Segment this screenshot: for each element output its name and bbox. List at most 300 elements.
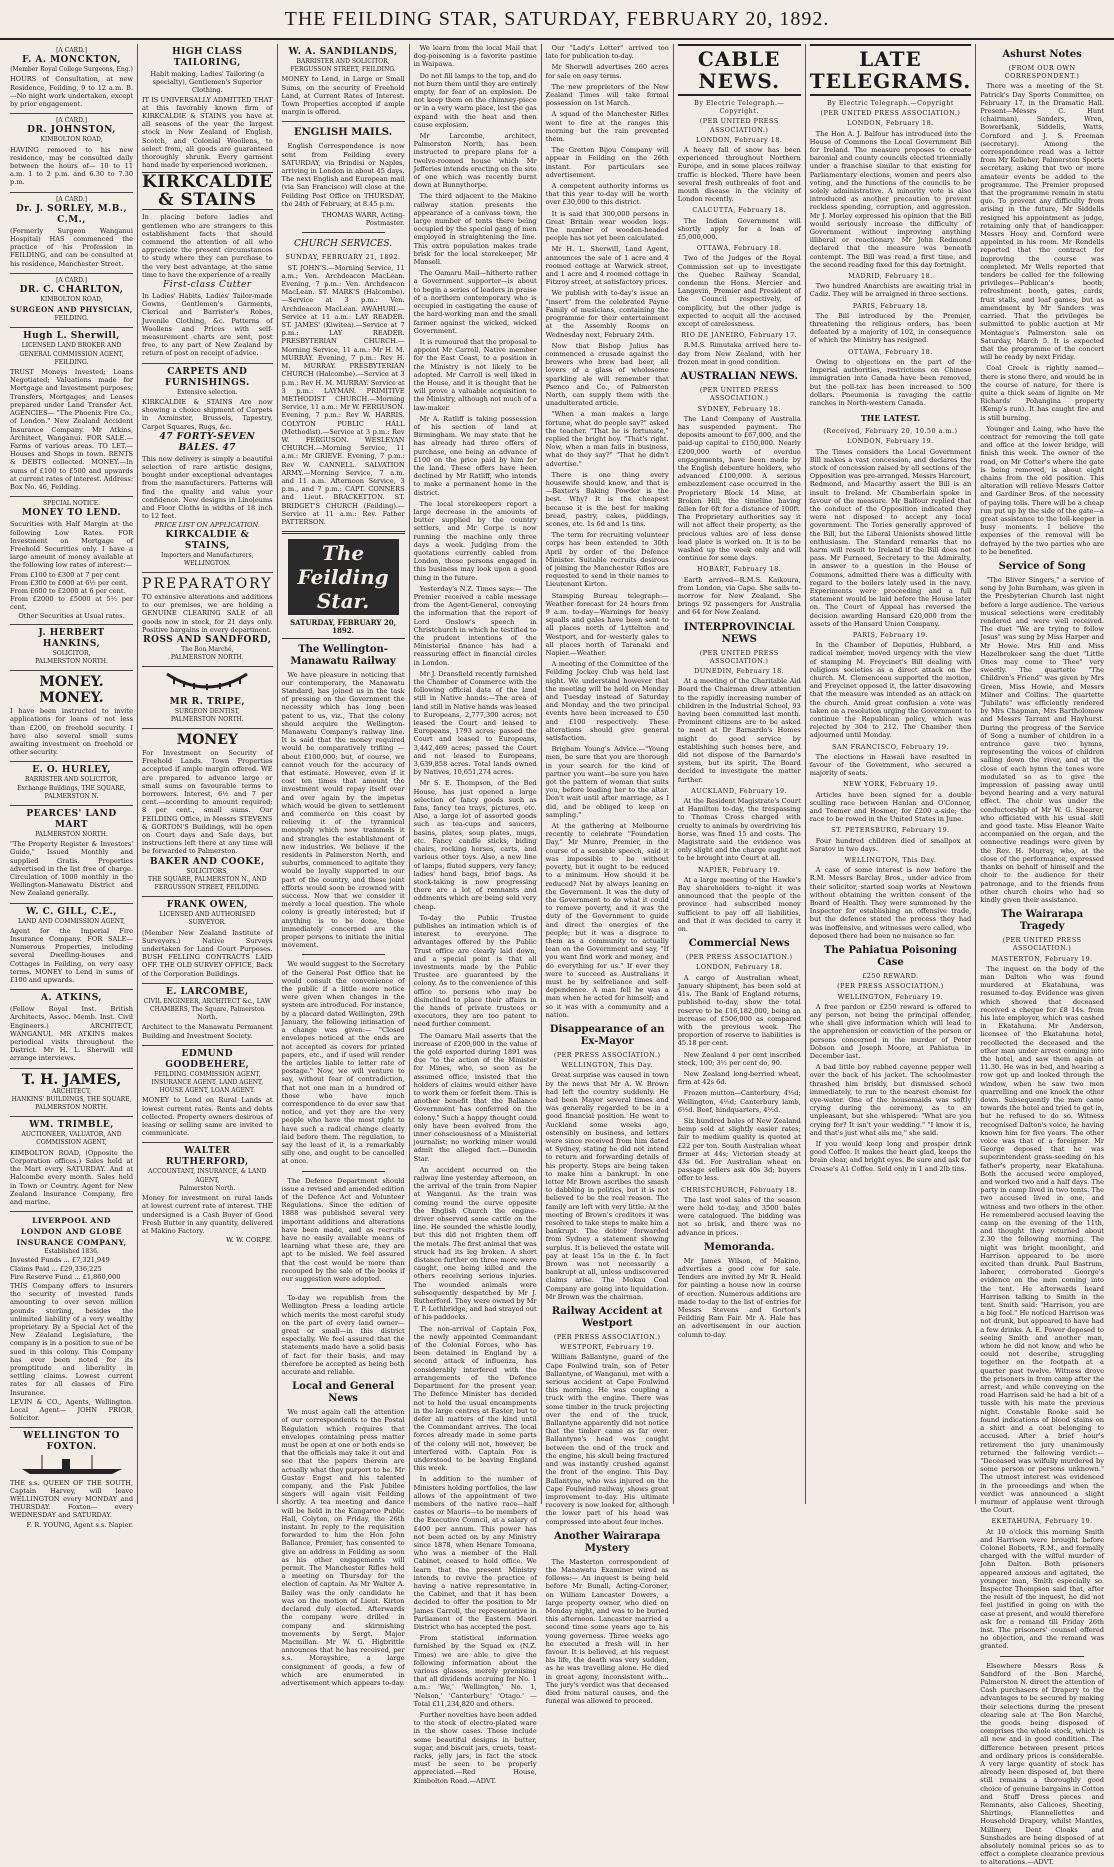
article-late-telegrams [810,119,971,940]
article-pahiatua [810,1003,971,1173]
ad-firm: BAKER AND COOKE, [149,856,265,867]
article-body: A cargo of Australian wheat, January shipment, has been sold at 41s. The Bank of England returns, published to-day, show the total reserve to be £16,182,000, being an increase of £506,000 as compared with the previous week. The proportion of reserve to liabilities is 45.18 per cent. [677,973,801,1048]
paragraph: "When a man makes a large fortune, what do people say?" asked the teacher. "That he is fortunate," replied the bright boy. "That's right. Now, when a man fails in business, what do they say?" "That he didn't advertise." [545,410,669,468]
fund-0: Invested Funds ... £7,321,949 [10,1256,110,1265]
ad-head: HIGH CLASS TAILORING, [172,47,243,68]
ad-monckton [10,44,133,114]
section-heading: Local and General News [292,1381,394,1405]
agency-line: (PER UNITED PRESS ASSOCIATION.) [699,648,779,665]
ad-james [10,1069,133,1118]
ad-sandilands [282,44,405,122]
ad-body: THE s.s. QUEEN OF THE SOUTH, Captain Harvey, will leave WELLINGTON every MONDAY and THURSDAY. Foxton— every WEDNESDAY and SATURDAY. [10,1478,134,1520]
kirkcaldie-banner: KIRKCALDIE & STAINS [142,172,273,211]
paragraph: Mr Sherwill advertises 260 acres for sale on easy terms. [545,63,669,80]
paragraph: A squad of the Manchester Rifles went to fire at the ranges this morning but the rain prevented them. [545,110,669,144]
ad-sub: The Bon Marché, [181,645,234,653]
ad-money-money [10,671,133,762]
ad-body: MONEY to Lend, in Large or Small Sums, on the security of Freehold Land, at Current Rates of Interest. Town Properties accepted if ample margin is offered. [281,75,405,117]
ad-body-4: In Ladies' Habits, Ladies' Tailor-made Gowns, Gentlemen's Garments, Clerical and Barrister's Robes, Juvenile Clothing, &c. Patterns of Woollens and Prices with self-measurement charts are sent, post free, to any part of New Zealand by return of post on receipt of advice. [142,292,273,358]
ad-tag: [A CARD.] [56,276,87,284]
dateline: PARIS, February 19. [852,630,929,639]
ad-body: For Investment on Security of Freehold Lands. Town Properties accepted if ample margin offered. WE are prepared to advance large or small sums on favourable terms to borrowers. Interest, 6½ and 7 per cent.—according to amount required; 8 per cent., small sums. Our FEILDING Office, in Messrs STEVENS & GORTON'S Buildings, will be open on Court days and Sale days, but instructions left there at any time will be forwarded to Palmerston. [142,748,273,856]
section-heading: Railway Accident at Westport [551,1306,663,1330]
paragraph: In addition to the number of Ministers holding portfolios, the law allows of the appointment of two members of the native race—half castes or Maoris—to be members of the Executive Council, at a salary of £400 per annum. This power has not been acted on by any Ministry since 1878, when Henare Tomoana, who was a member of the Hall Cabinet, ceased to hold office. We learn that the present Ministry intends to revive the practice of having a native representative in the Cabinet, and that it has been decided to offer the position to Mr James Carroll, the representative in Parliament of the Eastern Maori District who has accepted the post. [413,1475,537,1631]
article-body: A bad little boy rubbed cayenne pepper well over the back of his jacket. The schoolmaster thrashed him briskly, but dismissed school immediately, to run to the nearest chemist for eye-water. One of the housemaids was softly crying during the ceremony, as to an unpleasant, but she whispered: "What are you crying for? It isn't your wedding." "I know it is, and that's just what ails me," she said. [809,1063,972,1137]
dateline: LONDON, February 18. [847,119,934,128]
dateline: HOBART, February 18. [697,565,782,574]
ad-name: LIVERPOOL AND LONDON AND GLOBE INSURANCE COMPANY, [16,1216,127,1248]
article-body: ST. JOHN'S.—Morning Service, 11 a.m.; Ven. Archdeacon MacLean. Evening, 7 p.m.: Ven. Archdeacon MacLean. ST. MARK'S (Halcombe).—Service at 3 p.m.: Ven. Archdeacon MacLean. AWAHURI.—Service at 11 a.m.: LAY READER. ST. JAMES' (Kiwitea).—Service at 7 p.m.: LAY READER. PRESBYTERIAN CHURCH.—Morning Service, 11 a.m.: Mr H. M. MURRAY. Evening, 7 p.m.: Rev H. M. MURRAY. PRESBYTERIAN CHURCH (Halcombe).—Service at 3 p.m.: Rev H. M. MURRAY. Service at 3 p.m.: LAYMAN. PRIMITIVE METHODIST CHURCH.—Morning Service, 11 a.m.: Mr W. FERGUSON. Evening, 7 p.m.: Rev W. HARRIS. COLYTON PUBLIC HALL (Methodist).—Service at 3 p.m.: Rev W. FERGUSON. WESLEYAN CHURCH.—Morning Service, 11 a.m.: Mr GRIEVE. Evening, 7 p.m.: Rev W. CANNELL. SALVATION ARMY.—Morning Service, 7 a.m. and 11 a.m. Afternoon Service, 3 p.m., and 7 p.m.: CAPT. CONNERS and Lieut. BRACKETTON. ST. BRIDGET'S CHURCH (Feilding).—Service at 11 a.m.: Rev. Father PATTERSON. [281,263,405,526]
section-heading: CHURCH SERVICES. [294,239,393,250]
paragraph: The third adjacent to the Makino railway station presents the appearance of a canvass town, the large number of tents there being occupied by the special gang of men employed in straightening the line. This extra population makes trade brisk for the local storekeeper, Mr Mansell. [413,192,537,267]
agency-line: (PER UNITED PRESS ASSOCIATION.) [1002,936,1082,953]
ad-name: WM. TRIMBLE, [29,1120,114,1131]
ad-town: PALMERSTON NORTH. [35,657,108,665]
ad-body: KIRKCALDIE & STAINS Are now showing a choice shipment of Carpets in Axminster, Brussels, Tapestry, Carpet Squares, Rugs, &c. [142,397,273,431]
paragraph: To-day the Public Trustee publishes an intimation which is of interest to everyone. The advantages offered by the Public Trust office are clearly laid down, and a special point is that all investments made by the Public Trustee are guaranteed by the colony. As to the convenience of this office to persons who may be disinclined to place their affairs in the hands of private trustees or executors, they are too patent to need further comment. [413,913,537,1029]
article-body: The Land Company of Australia has suspended payment. The deposits amount to £67,000, and the paid-up capital to £150,000. Nearly £200,000 worth of overdue engagements, have been made by the English debenture holders, who advanced £100,000. A serious embezzlement case occurred in the Proprietary Block 14 Mine, at Broken Hill, the timeline having fallen for 6ft for a distance of 100ft. The Proprietary authorities say it will not affect their property, as the precious values are of less dense load place is worked on. It is to be washed up the week only and will continue for some days. [677,414,801,563]
section-heading: Disappearance of an Ex-Mayor [549,1023,665,1047]
ad-body: Money for investment on rural lands at lowest current rate of interest. THE undersigned is a Cash Buyer of Good Fresh Butter in any quantity, delivered at Makino Factory. [142,1194,273,1235]
article-body: "The Bliver Singers," a service of song by John Burnham, was given in the Presbyterian Church last night before a large audience. The various musical selections were creditably rendered and were well received. The duet "We are trying to follow Jesus" was sung by Miss Harper and Mr Howe. Mrs Hill and Miss Hazelbrokeer sang the duet "Little Ones may come to Thee" very sweetly. The quartette "The Children's Friend" was given by Mrs Green, Miss Howie, and Messrs Milner and Collins. The quartette "Jubilate" was efficiently rendered by Mrs Chapman, Mrs Bartholomew and Messrs Tarrant and Hayhurst. During the progress of the Service of Song a number of children in a entrance gave two hymns, representing the voices of children sailing down the river, and at the close of each hymn the tones were modulated so as to give the impression of passing away until beyond hearing and a very natural effect. The choir was under the conductorship of Mr W. G. Shearer, who officiated with his usual skill and good taste. Miss Eleanor Waite accompanied on the organ, and the connective readings were given by the Rev. H. Murray, who, at the close of the performance, expressed thanks on behalf of himself and the choir to the audience for their patronage, and to the friends from other church choirs who had so kindly given their assistance. [980,575,1104,904]
paragraph: The Oamaru Mail—hitherto rather a Government supporter—is about to begin a series of leaders in praise of a northern contemporary who is occupied in castigating the cause of the hard-working man and the small farmer against the wicked, wicked Government. [413,269,537,335]
ad-sherwill [10,328,133,497]
article-editorial [282,671,405,1377]
agency-line: (FROM OUR OWN CORRESPONDENT.) [1004,64,1080,81]
ad-body: Habit making, Ladies' Tailoring (a specialty), Gentlemen's Superior Clothing. [150,70,265,95]
ad-tripe [142,667,273,729]
article-body: We must again call the attention of our correspondents to the Postal Regulation which requires that envelopes containing press matter must be open at one or both ends so that the officials may take it out and see that the papers therein are actually what they purport to be. Mr Gustav Engst and his talented company, and the Fisk Jubilee singers will again visit Feilding shortly. A tea meeting and dance will be held in the Kangaroo Public Hall, Colyton, on Friday, the 26th instant. In reply to the requisition forwarded to him the Hon John Ballance, Premier, has consented to give an address in Feilding as soon as his other engagements will permit. The Manchester Rifles held a meeting on Thursday for the election of captain. As Mr Walter A. Bailey was the only candidate he was on the motion of Lieut. Kirton declared duly elected. Afterwards the company were drilled in company and skirmishing movements by Sergt. Major Macmillan. Mr W. G. Higbrittle announces that he has received, per s.s. Morayshire, a large consignment of goods, a few of which are enumerated in advertisement which appears to-day. [281,1408,405,1687]
ad-price: PRICE LIST ON APPLICATION. [154,521,260,530]
ad-bales: 47 FORTY-SEVEN BALES. 47 [159,431,256,453]
dental-plate-icon [162,670,252,694]
ad-name: MR R. TRIPE, [169,696,246,707]
ad-name: FRANK OWEN, [166,900,248,911]
agency-line: (PER UNITED PRESS ASSOCIATION.) [699,386,779,403]
ad-name: E. O. HURLEY, [32,765,111,776]
ad-name: F. A. MONCKTON, [22,55,121,66]
ad-role: SURGEON DENTIST, [174,707,240,715]
ad-body: THIS Company offers to insurers the security of invested funds amounting to over seven million pounds sterling, besides the unlimited liability of a very wealthy proprietary. By a Special Act of the New Zealand Legislature, the company is in a position to sue or be sued in this colony. This Company has ever been noted for its promptitude and liberality in settling claims. Lowest current rates for all classes of Fire Insurance. [10,1281,134,1397]
ad-name: Hugh L. Sherwill, [23,331,120,342]
paragraph: Mr J. Dransfield recently furnished the Chamber of Commerce with the following official data of the land still in Native hands:—The area of land still in Native hands was leased to Europeans, 2,777,300 acres; not leased the Court and leased to Europeans, 1793 acres; passed the Court and leased to Europeans, 3,442,469 acres; passed the Court and not leased to Europeans, 3,639,858 acres. Total lands owned by Natives, 10,651,274 acres. [413,669,537,777]
article-body: A free pardon or £250 reward is offered to any person, not being the principal offender, who shall give information which will lead to the apprehension or conviction of the person or persons concerned in the murder of Peter Dobson and Joseph Moore, at Pahiatua in December last. [809,1002,972,1060]
agency-line: (PER PRESS ASSOCIATION.) [553,1050,661,1059]
late-telegrams-heading: LATE TELEGRAMS. [810,44,971,96]
paragraph: It is rumoured that the proposal to appoint Mr Carroll, Native member for the East Coast, to a position in the Ministry is not likely to be adopted. Mr Carroll is well liked in the House, and it is thought that he will prove a valuable acquisition to the Ministry, although not much of a law-maker. [413,337,537,412]
article-memoranda [678,1257,801,1339]
article-body: Six hundred bales of New Zealand hemp sold at slightly easier rates; fair to medium quality is quoted at £22 per ton. South Australian wheat firmer at 44s; Victorian steady at 43s 6d. For Australian wheat on passage sellers ask 40s 3d; buyers offer to less. [677,1116,801,1183]
dateline: WELLINGTON, February 19. [837,992,944,1001]
ad-body-2: This new delivery is simply a beautiful selection of rare artistic designs, bought under exceptional advantages from the manufacturers. Patterns will find the quality and value your confidence. New designs in Linoleums and Floor Cloths in widths of 18 inch to 12 feet. [142,454,273,521]
paragraph: A meeting of the Committee of the Feilding Jockey Club was held last night. We understand however that the meeting will be held on Monday and Tuesday instead of Saturday and Monday, and the two principal events have been increased to £50 and £100 respectively. These alterations should give general satisfaction. [545,660,669,743]
ad-carpets [142,364,273,573]
column-3 [278,44,410,1687]
paragraph: The Gretton Bijou Company will appear in Feilding on the 26th instant. For particulars see advertisement. [545,146,669,179]
column-6 [674,44,806,1504]
article-body: At the Resident Magistrate's Court at Hamilton to-day, the trespassing to Thomas Cross charged with cruelty to animals by overdriving his horse, was fined 15 and costs. The Magistrate said the evidence was only slight and the charge ought not to be brought into Court at all. [677,797,801,863]
paragraph: At the gathering at Melbourne recently to celebrate "Foundation Day," Mr Munro, Premier, in the course of a sensible speech, said it was impossible to be without poverty, but it ought to be reduced to a minimum. How should it be reduced? Not by always leaning on the Government. It was the duty of the Government to do what it could to remove poverty, and it was the duty of the Government to guide and direct the energies of the people; but it was a disgrace to them as a community to actually lean on the Government and say, "If you want find work and money, and do everything for us." If ever they were to succeed as Australians it must be by selfreliance and self-dependence. A man fell he was a man when he acted for himself; and so it was with a community and a nation. [545,822,669,1019]
article-interprovincial [678,667,801,933]
rate-0: From £100 to £300 at 7 per cent [10,570,120,579]
ad-sub: KIMBOLTON ROAD, [40,296,103,304]
article-body: The Times considers the Local Government Bill makes a vast concession, and declares the stock of concession raised by all sections of the Opposition was pre-arranged. Messrs Harcourt, Redmond, and Macarthy assert the Bill is an insult to Ireland. Mr Chamberlain spoke in favour of the measure. Mr Balfour replied that the conduct of the Opposition indicated they were not disposed to accept any local government. The Tories generally approved of the Bill, but the Liberal Unionists showed little enthusiasm. The Standard remarks that no harm will result to Ireland if the Bill does not pass. Mr Furnoed, Secretary to the Admiralty, in answer to a question in the House of Commons, admitted there was a difficulty with regard to the boilers lately used in the navy. Experiments were proceeding and a full statement would be laid before the House later on. The Court of Appeal has reversed the decision awarding Hansard £20,000 from the assets of the Hansard Union Company. [809,447,972,628]
ad-role: LAND AND COMMISSION AGENT, [17,917,126,925]
dateline: SUNDAY, FEBRUARY 21, 1892. [285,253,401,262]
column-5 [542,44,674,1706]
ad-body: Agent for the Imperial Fire Insurance Company. FOR SALE—Numerous Properties, including several Dwelling-houses and Cottages in Feilding, on very easy terms. MONEY to Lend in sums of £100 and upwards. [10,926,134,985]
ad-firm: ROSS AND SANDFORD, [143,634,272,645]
article-body: Two of the Judges of the Royal Commission set up to investigate the Quebec Railway Scandal, condemn the Hons. Mercier and Langevin, Premier and President of the Council respectively, of complicity, but the other judge is expected to acquit all the accused except of carelessness. [677,254,801,329]
ad-pearces [10,806,133,904]
article-body-4: To-day we republish from the Wellington Press a leading article which merits the most careful study on the part of every land owner—great or small—in this district especially. We feel assured that the statements made have a solid basis of fact for their basis, and may therefore be accepted as being both accurate and reliable. [281,1294,405,1377]
ad-foxton [10,1428,133,1532]
ad-tailoring [142,44,273,364]
ad-name: Dr. J. SORLEY, M.B., C.M., [15,203,128,225]
article-body: A heavy fall of snow has been experienced throughout Northern Europe, and in some places railway traffic is blocked. There have been several fresh outbreaks of foot and mouth disease in the vicinity of London recently. [677,146,801,204]
ad-johnston [10,114,133,192]
dateline: MADRID, February 18. [848,272,933,281]
ad-body: TRUST Moneys Invested; Loans Negotiated; Valuations made for Mortgage and Investment purposes; Transfers, Mortgages, and Leases prepared under Land Transfer Act. AGENCIES— "The Phoenix Fire Co., of London." New Zealand Accident Insurance Company. Mr Atkins, Architect, Wanganui. FOR SALE.—Farms of various areas. TO LET.—Houses and Shops in town. RENTS & DEBTS collected. MONEY.—In sums of £100 to £500 and upwards at current rates of interest. Address: Box No. 46, Feilding. [10,368,134,491]
article-signature: THOMAS WARR, Acting-Postmaster. [321,211,405,228]
rate-2: From £600 to £2000 at 6 per cent. [10,586,126,595]
dateline: DUNEDIN, February 18. [694,666,785,675]
ad-sub: FERGUSSON STREET, FEILDING. [290,66,396,74]
dateline: NEW YORK, February 19. [843,780,938,789]
article-body: The Hon A. J. Balfour has introduced into the House of Commons the Local Government Bill for Ireland. The measure proposes to create baronial and county councils elected triennially under a franchise similar to that existing for Parliamentary elections, women and peers also voting, and the functions of the councils to be solely administrative. A minority vote is also introduced as another precaution to prevent reckless spending, corruption, and aggression. Mr J. Morley expressed his opinion that the Bill would seriously increase the difficulty of Government without improving anything illiberal or reactionary. Mr John Redmond declared that the measure was beneath contempt. The Bill was read a first time, and the second reading fixed for this day fortnight. [809,129,972,269]
divider [1000,1656,1084,1657]
article-body-2: We would suggest to the Secretary of the General Post Office that he would consult the convenience of the public if a little more notice were given when changes in the system are introduced. For instance, by a placard dated Wellington, 29th January, the following intimation of a change was given:— "Closed envelopes noticed at the ends are not accepted as covers for printed papers, etc., and if used will render the articles liable to letter rate of postage." Now, we will venture to say, without fear of contradiction, that not one man in a hundred of those who have much correspondence to do ever saw that notice, and yet they are the very people who have the most right to have such a radical change clearly laid before them. The regulation, to say the least of it, is a remarkably silly one, and ought to be cancelled at once. [281,960,405,1166]
newspaper-logo: The Feilding Star. [288,539,399,615]
article-body: Articles have been signed for a double sculling race between Hanlan and O'Connor, and Teemer and Hosmer, for £200 a-side; the race to be rowed in the United States in June. [809,790,972,824]
ad-larcombe [142,984,273,1046]
article-body: Great surprise was caused in town by the news that Mr A. W. Brown had left the country suddenly. He had been Mayor several times and was generally regarded to be in a good financial position. He went to Auckland some weeks ago, ostensibly on business, and letters were since received from him dated at Sydney, stating he did not intend to return and forwarding details of his property. Steps are being taken to make him a bankrupt. In one letter Mr Brown ascribes the smash to dabbling in politics, but it is not believed to be the real reason. The family are left with very little. At the meeting of Brown's creditors it was resolved to take steps to make him a bankrupt. The debtor forwarded from Sydney a statement showing surplus. It is believed the estate will pay at least 15s in the £. In fact Brown was not necessarily a bankrupt at all, unless undiscovered claims arise. The Mokau Coal Company are going into liquidation. Mr Brown was the chairman. [545,1071,669,1301]
dateline: OTTAWA, February 18. [848,347,933,356]
cable-news-heading: CABLE NEWS. [678,44,801,96]
section-heading: Commercial News [688,938,790,950]
dateline: RIO DE JANEIRO, February 17. [681,331,798,340]
article-body: R.M.S. Rimutaka arrived here to-day from New Zealand, with her frozen meat in good condition. [677,341,801,366]
article-body: Elsewhere Messrs Ross & Sandford of the Bon Marché, Palmerston N. direct the attention of Cash purchasers of Drapery to the advantages to be secured by making their selections during the present clearing sale at The Bon Marché, the goods being disposed of comprises the whole stock, which is all new and in good condition. The difference between present prices and ordinary prices is considerable. A very large quantity of stock has already been disposed of, but there still remains a thoroughly good choice of genuine bargains in Cotton and Stuff Dress pieces and Remnants, also Calicoes, Sheeting, Shirtings, Flannellettes and Household Drapery, whilst Mantles, Millinery, Dent Cloaks and Sunshades are being disposed of at absolutely nominal prices so as to effect a complete clearance previous to alterations.—ADVT. [980,1661,1104,1867]
ad-gill [10,904,133,991]
ad-role: ACCOUNTANT, INSURANCE, & LAND AGENT, [148,1168,267,1184]
article-body: Mr James Wilson, of Makino, advertises a good cow for sale. Tenders are invited by Mr R. Heald for painting a house now in course of erection. Numerous additions are made to-day to the list of entries for Messrs Stevens and Gorton's Feilding Ram Fair. Mr A. Hale has an advertisement in our auction column to-day. [677,1256,801,1339]
article-local-cont-2 [546,44,669,1019]
dateline: LONDON, February 18. [695,135,783,144]
article-body: There was a meeting of the St. Patrick's Day Sports Committee, on February 17, in the Dramatic Hall. Present—Messrs C. Hunt (chairman), Sanders, Wren, Bowerbank, Siddells, Watts, Cornford and J. S. Freeman (secretary). Among the correspondence read was a letter from Mr Kelleher, Palmerston Sports secretary, asking that two or more amateur events be added to the programme. The Premier proposed that the programme remain in statu quo. To prevent any difficulty from arising in the future, Mr Siddells resigned his appointment as judge, retaining only that of handicapper. Messrs Hoey and Cornford were appointed in his room. Mr Rendells reported that the contract for improving the course was completed. Mr Wells reported that tenders be called for the following privileges—Publican's booth, refreshment booth, gates, cards, fruit stalls, and loaf games, but as amendment by Mr Sanders was carried. That the privileges be submitted to public auction at Mr Montague's Palmerston sale on Saturday, March 5. It is expected that the programme of the concert will be ready by next Friday. [980,82,1104,362]
byline: By Electric Telegraph.—Copyright [826,99,954,107]
ad-role: SOLICITOR, [52,649,91,657]
dateline: ST. PETERSBURG, February 19. [831,826,950,835]
agency-line: (PER UNITED PRESS ASSOCIATION.) [820,109,961,118]
article-body: We have pleasure in noticing that our contemporary, the Manawatu Standard, has joined us in the task of pressing on the Government the necessity which has long been patent to us, viz., That the colony should acquire the Wellington-Manawatu Company's railway line. It is said that the money required would be comparatively trifling —about £100,000; but, of course, we cannot vouch for the accuracy of that estimate. However, even if it cost ten times that amount the investment would repay itself over and over again by the impetus which would be given to settlement and commerce on this coast by relieving it of the tyrannical monopoly which now trammels it and strangles the establishment of new industries. We believe if the residents in Palmerston North, and suburbs, commenced to agitate they would be loyally supported in our part of the country, and these joint efforts would soon be crowned with success. Now that we consider it merely a local question. The whole colony is greatly interested; but if anything is to be done, those immediately concerned are the proper persons to initiate the initial movement. [281,670,405,950]
paragraph: Brigham Young's Advice.—"Young men, be sure that you are thorough in your search for the kind of partner you want—be sure you have got the pattern of woman that suits you, before leading her to the altar. Don't wait until after marriage, as I did, and be obliged to keep on sampling." [545,745,669,819]
dateline: WELLINGTON, This Day. [844,856,937,865]
paragraph: We publish with to-day's issue an "insert" from the celebrated Payne Family of musicians, containing the programme for their entertainment at the Assembly Rooms on Wednesday next, February 24th. [545,289,669,339]
section-heading: Another Wairarapa Mystery [554,1530,661,1554]
article-body: At a meeting of the Charitable Aid Board the Chairman drew attention to the rapidly increasing number of children in the Industrial School, 93 having been committed last month. Prominent citizens are to be asked to meet at Dr Barnardo's Homes might do good service by establishing such homes here, and did not dispose of the Barnardo's system, but its spirit. The Board decided to investigate the matter further. [677,677,801,784]
article-body: Earth arrived—R.M.S. Kaikoura, from London, via Cape. She sails to-morrow for New Zealand. She brings 92 passengers for Australia and 64 for New Zealand. [677,575,801,617]
article-body: Younger and Laing, who have the contract for removing the toll gate and office at the lower bridge, will finish this week. The owner of the road, on Mr Cotter's where the gate is being removed, is about eight chains from the old position. This alteration will relieve Messrs Cotter and Gardiner Bros. of the necessity of paying tolls. There will be a cheap run put up by the side of the gate—a great assistance to the toll-keeper in busy moments. I believe the expenses of the removal will be defrayed by the two parties who are to be benefited. [980,424,1104,556]
ad-hankins [10,625,133,671]
column-1 [6,44,138,1529]
article-body: Owing to objections on the part of the Imperial authorities, restrictions on Chinese immigration into Canada have been removed, but the poll-tax has been increased to 500 dollars. Pneumonia is ravaging the cattle ranches in North-western Canada. [809,357,972,407]
page-columns [6,44,1108,1867]
ad-body: HANKINS' BUILDINGS, THE SQUARE, PALMERSTON NORTH. [11,1095,132,1112]
ad-role: AUCTIONEER, VALUATOR, AND COMMISSION AGENT, [21,1131,122,1147]
ad-agent: LEVIN & CO., Agents, Wellington. Local Agent— JOHN PRIOR, Solicitor. [10,1397,134,1423]
reward-line: £250 REWARD. [862,972,919,981]
paragraph: Do not fill lamps to the top, and do not burn them until they are entirely empty, for fear of an explosion. Do not keep them on the chimney-piece or in a very warm place, lest the gas expand with the heat and then cause explosion. [413,71,537,129]
dateline: CHRISTCHURCH, February 18. [680,1185,798,1194]
ad-name: DR. C. CHARLTON, [19,285,124,296]
ad-body-3: In placing before ladies and gentlemen who are strangers to this establishment facts that should commend the attention of all who appreciate the present circumstances to study where they can purchase to the very best advantage, at the same time to have the experience of a really [142,213,273,279]
article-body: Four hundred children died of smallpox at Saratov in two days. [809,836,972,853]
column-8 [976,44,1108,1867]
paragraph: An accident occurred on the railway line yesterday afternoon, on the arrival of the train from Napier at Wanganui. As the train was coming round the curve opposite the English Church the engine-driver observed some cattle on the line. He sounded the whistle loudly, but this did not frighten them off the metals. The first animal that was struck had its leg broken. A short distance further on three more were caught, one being killed and the others receiving serious injuries. The wounded animals were subsequently despatched by Mr J. Rutherford. They were owned by Mr T. P. Lethbridge, and had strayed out of his paddocks. [413,1165,537,1322]
dateline: SYDNEY, February 18. [697,404,781,413]
ad-role: SURGEON AND PHYSICIAN, [10,305,133,315]
ad-sorley [10,193,133,274]
article-ex-mayor [546,1071,669,1301]
agency-line: (PER PRESS ASSOCIATION.) [553,1333,661,1342]
dateline: NAPIER, February 19. [698,865,781,874]
rate-3: From £2000 to £5000 at 5½ per cent. [10,595,134,612]
article-service-of-song [980,576,1104,904]
article-body: At 10 o'clock this morning Smith and Harrison were brought before Colonel Roberts, R.M., and formally charged with the wilful murder of John Dalton. Both prisoners appeared anxious and agitated, the younger man, Smith especially so. Inspector Thompson said that, after the result of the inquest, he did not feel justified in going on with the case at present, and would therefore ask for a remand till Friday 26th inst. The prisoners' counsel offered no objection, and the remand was granted. [980,1527,1104,1651]
ad-body: HOURS of Consultation, at new Residence, Feilding, 9 to 12 a.m. B.—No night work undertaken, except by prior engagement. [10,75,134,109]
ad-body: I have been instructed to invite applications for loans of not less than £200, on freehold security. I have also several small sums awaiting investment on freehold or other security. [10,707,134,757]
dateline: LONDON, February 18. [695,963,783,972]
ad-trimble [10,1117,133,1212]
price-line: New Zealand long-berried wheat, firm at 42s 6d. [677,1069,801,1087]
masthead-title: THE FEILDING STAR, SATURDAY, FEBRUARY 20, 1892. [284,7,830,30]
section-heading: Ashurst Notes [1002,49,1082,60]
ad-body: (Formerly Surgeon Wanganui Hospital) HAS commenced the practice of his Profession in FEILDING, and can be consulted at his residence, Manchester Street. [10,226,134,268]
paragraph: There is one thing every housewife should know, and that is—Baxter's Baking Powder is the best. Why? It is the cheapest because it is the best for making bread, pastry, cakes, puddings, scones, etc. 1s 6d and 1s tins. [545,470,669,528]
divider [302,232,385,233]
article-body: The Masterton correspondent of the Manawatu Examiner wired as follows:— An inquest is being held before Mr Bunall, Acting-Coroner, on William Lancaster Dowers, a large property owner, who died on Monday night, and was to be buried this afternoon. Lancaster married a second time some years ago to his young governess. Three weeks ago he executed a fresh will in her favour. It is believed, at his request his life, the death was very sudden, as he was travelling alone. He died in great agony, inconsistent with... The jury's verdict was that deceased died from natural causes, and the funeral was allowed to proceed. [545,1557,669,1706]
ad-body: TO extensive alterations and additions to our premises, we are holding a GENUINE CLEARING SALE of all goods now in stock, for 21 days only. Positive bargains in every department. [142,592,273,634]
article-body: The last wool sales of the season were held to-day, and 3500 bales were catalogued. The bidding was not so brisk, and there was no advance in prices. [677,1195,801,1237]
dateline: CALCUTTA, February 18. [692,206,787,215]
ad-rutherford [142,1143,273,1248]
ad-title: MONEY. MONEY. [39,674,104,707]
article-wairarapa-tragedy [980,965,1104,1867]
ad-role: FEILDING. COMMISSION AGENT, INSURANCE AGENT, LAND AGENT, HOUSE AGENT, LOAN AGENT. [151,1070,264,1095]
article-ashurst [980,82,1104,556]
article-body: William Ballantyne, guard of the Cape Foulwind train, son of Peter Ballantyne, of Wanganui, met with a serious accident at Cape Foulwind this morning. He was coupling a truck with the engine. There was some timber in the truck projecting over the end of the truck, Ballantyne apparently did not notice that the timber came as far over. Ballantyne's head was caught between the end of the truck and the engine, his skull being fractured and was instantly crushed against the front of the engine. This Day. Ballantyne, who was injured on the Cape Foulwind railway, shows great improvement to-day. His ultimate recovery is now looked for, although the lower part of his head was compressed into about four inches. [545,1353,669,1526]
section-heading: The Pahiatua Poisoning Case [823,945,957,969]
section-heading: The Wairarapa Tragedy [1001,909,1084,933]
ad-atkins [10,990,133,1068]
ad-town: PALMERSTON NORTH. [35,831,108,838]
paragraph: Yesterday's N.Z. Times says:— The Premier received a cable message from the Agent-General, conveying the information that the report of Lord Onslow's speech in Christchurch in which he testified to the prudent intentions of the Ministerial finance has had a reassuring effect in financial circles in London. [413,584,537,667]
section-heading: ENGLISH MAILS. [294,127,393,139]
paragraph: Mr H. L. Sherwill, Land Agent, announces the sale of 1 acre and 4 roomed cottage at Warwick street, and 1 acre and 4 roomed cottage in Fitzroy street, at satisfactory prices. [545,245,669,287]
ad-name: J. HERBERT HANKINS, [38,627,105,649]
article-local-cont [414,44,537,1785]
ad-role: LICENSED LAND BROKER AND GENERAL COMMISSION AGENT, FEILDING. [19,342,124,366]
ad-town: Palmerston North. [179,1184,236,1192]
paragraph: The new proprietors of the New Zealand Times will take formal possession on 1st March. [545,82,669,108]
ad-tag: [A CARD.] [56,195,87,203]
ad-head: CARPETS AND FURNISHINGS. [165,366,250,388]
article-body: Coal Creek is rightly named—there is stone there, and would be in the course of nature, for there is quite a thick seam of lignite on Mr Richards' Pohangina property (Kemp's run). It has caught fire and is still burning. [980,364,1104,422]
ad-head: SPECIAL NOTICE. [42,500,101,508]
rate-1: From £300 to £600 at 6½ per cent. [10,578,128,587]
ad-sub: Extensive selection. [176,388,238,396]
dateline: AUCKLAND, February 19. [691,786,788,795]
article-body: The Indian Government will shortly apply for a loan of £5,000,000. [677,216,801,242]
price-line: Frozen mutton—Canterbury, 4½d; Wellington, 4½d; Canterbury lamb, 6½d. Beef, hindquarters, 4½d. [677,1089,801,1114]
ad-body-2: IT IS UNIVERSALLY ADMITTED THAT at this favorably known firm of KIRKCALDIE & STAINS you have at all seasons of the year the largest stock in New Zealand of English, Scotch, and Colonial Woollens, to select from, all goods are guaranteed thoroughly shrunk. Every garment hand made by experienced workmen. [142,95,273,170]
ad-name: W. C. GILL, C.E., [26,906,117,917]
section-heading: Memoranda. [703,1241,775,1253]
ad-money-freehold [142,729,273,897]
ad-body: Architect to the Manawatu Permanent Building and Investment Society. [142,1023,273,1040]
ad-body: Securities with Half Margin at the following Low Rates. FOR Investment on Mortgage of Freehold Securities only. I have a large amount of money available at the following low rates of interest:— [10,520,134,570]
agency-line: (PER PRESS ASSOCIATION.) [685,953,793,962]
fund-2: Fire Reserve Fund ... £1,860,000 [10,1272,121,1281]
paragraph: The local storekeepers report a large decrease in the amounts of butter supplied by the country settlers, and Mr Corpe is now running the machine only three days a week. Judging from the quotations currently cabled from London, those persons engaged in this business may look upon a good thing in the future. [413,499,537,582]
paragraph: Mr Larcombe, architect, Palmerston North, has been instructed to prepare plans for a twelve-roomed house which Mr Jefferies intends erecting on the site of one which was recently burnt down at Bunnythorpe. [413,132,537,190]
article-body: The elections in Hawaii have resulted in favour of the Government, who secured a majority of seats. [809,752,972,778]
ad-hurley [10,762,133,806]
article-australian [678,405,801,617]
paragraph: Further novelties have been added to the stock of electro-plated ware in the show cases. These include some beautiful designs in butter, sugar, and biscuit jars, cruets, toast-racks, jelly jars, in fact the stock must be seen to be properly appreciated.—Red House, Kimbolton Road.—ADVT. [413,1711,537,1785]
paragraph: We learn from the local Mail that dog-poisoning is a favorite pastime in Waipawa. [413,44,537,69]
ad-tag: [A CARD.] [56,117,87,125]
section-heading: AUSTRALIAN NEWS. [680,371,799,383]
article-body: English Correspondence is now sent from Feilding every SATURDAY, via Brindisi or Naples, arriving in London in about 45 days. The next English and European mail (via San Francisco) will close at the Feilding Post Office on THURSDAY, the 24th of February, at 8.45 p.m. [281,142,405,208]
ad-role: CIVIL ENGINEER, ARCHITECT &c., LAW CHAMBERS, The Square, Palmerston North. [143,997,271,1022]
ad-name: DR. JOHNSTON, [27,125,116,136]
paragraph: The non-arrival of Captain Fox, the newly appointed Commandant of the Colonial Forces, who has been detained in England by a second attack of influenza, has considerably interfered with the arrangements of the Defence Department for the present year. The Defence Minister has decided not to hold the usual encampments in the large centres at Easter, but to defer all matters of the kind until the Commandant arrives. The local forces already made in some parts of the colony will not, however, be interfered with. Captain Fox is understood to be leaving England this week. [413,1324,537,1473]
ad-role: LICENSED AND AUTHORISED SURVEYOR. [159,911,256,927]
ad-subhead: First-class Cutter [162,280,252,291]
ad-title: WELLINGTON TO FOXTON. [23,1431,120,1453]
divider [302,954,385,955]
section-heading: Service of Song [998,560,1086,572]
ad-title: MONEY TO LEND. [21,508,122,519]
article-body: If you would keep long and prosper drink good Coffee. It makes the heart glad, keeps the brain clear, and bright eyes. Be sure and ask for Crease's A1 Coffee. Sold only in 1 and 2lb tins. [809,1139,972,1173]
steamship-icon [12,1453,132,1475]
byline: By Electric Telegraph.—Copyright. [694,99,785,116]
dateline: (Received, February 20, 10.50 a.m.) [823,427,958,436]
article-railway-accident [546,1353,669,1525]
ad-body: HAVING removed to his new residence, may be consulted daily between the hours of— 10 to 11 a.m. 1 to 2 p.m. and 6.30 to 7.30 p.m. [10,145,134,187]
ad-role: Importers and Manufacturers, WELLINGTON. [161,551,254,567]
dateline: WESTPORT, February 19. [560,1343,655,1352]
ad-firm: KIRKCALDIE & STAINS, [165,529,250,551]
ad-town: PALMERSTON NORTH. [170,654,244,662]
column-7 [806,44,976,1504]
fund-1: Claims Paid ... £29,336,225 [10,1264,102,1273]
divider [302,1288,385,1289]
article-body: In the Chamber of Deputies, Hubbard, a radical member, moved urgency with the view of stamping M. Freycinet's Bill dealing with religious societies as a direct attack on the church. M. Clemenceau supported the motion, and Freycinet opposed it, the latter disavowing that the measure was intended as an attack on the church. Amid great confusion a vote was taken on a resolution urging the Government to continue the Republican policy, which was rejected by 304 to 212. The Chamber then adjourned until Monday. [809,641,972,740]
ad-name: PEARCES' LAND MART [26,809,117,830]
ad-body: (Fellow Royal Inst. British Architects, Assoc. Memb. Inst. Civil Engineers.) ARCHITECT, WANGANUI. MR ATKINS makes periodical visits throughout the District. Mr H. L. Sherwill will arrange interviews. [10,1005,134,1063]
ad-liverpool [10,1212,133,1428]
article-body: The Bill introduced by the Premier, threatening the religious orders, has been defeated by a majority of 102, in consequence of which the Ministry has resigned. [809,311,972,345]
divider [302,1171,385,1172]
ad-sub: KIMBOLTON ROAD, [40,136,103,144]
ad-name: WALTER RUTHERFORD, [165,1146,249,1168]
article-local [282,1408,405,1687]
article-church [282,264,405,527]
ad-agent: F. R. YOUNG, Agent s.s. Napier. [26,1520,134,1529]
ad-sub: (Member Royal College Surgeons, Eng.) [10,66,133,74]
agency-line: (PER PRESS ASSOCIATION.) [837,982,944,991]
dateline: EKETAHUNA, February 19. [991,1517,1093,1526]
ad-name: E. LARCOMBE, [166,986,249,997]
ad-tag: [A CARD.] [56,47,87,54]
dateline: WELLINGTON, This Day. [561,1061,653,1070]
ad-body: MONEY to Lend on Rural Lands at lowest current rates. Rents and debts collected. Property owners desirous of leasing or selling same are invited to communicate. [142,1096,273,1138]
section-heading: INTERPROVINCIAL NEWS [683,621,795,645]
paragraph: The Oamaru Mail asserts that the increase of £200,000 in the value of the gold exported during 1891 was due "to the action of the Minister for Mines, who, so soon as he assumed office, insisted that the holders of claims would either have to work them or forfeit them. This is another benefit that the Ballance Government has conferred on the colony." Such a happy thought could only have been evolved from the inner consciousness of a Ministerial journalist; no working miner would admit the alleged fact.—Dunedin Star. [413,1031,537,1163]
ad-money-to-lend [10,497,133,625]
ad-preparatory [142,573,273,667]
issue-date: SATURDAY, FEBRUARY 20, 1892. [282,619,405,638]
ad-name: A. ATKINS, [41,993,103,1004]
ad-role: BARRISTER AND SOLICITOR, Exchange Buildings, THE SQUARE, PALMERSTON N. [17,776,126,800]
ad-role: SOLICITORS, [186,867,229,875]
paragraph: It is said that 300,000 persons in Great Britain wear wooden legs. The number of wooden-headed people has not yet been calculated. [545,209,669,243]
paragraph: The term for recruiting volunteer corps has been extended to 30th April by order of the Defence Minister. Suitable recruits desirous of joining the Manchester Rifles are requested to send in their names to Lieutenant Kirton. [545,531,669,589]
divider [282,531,405,534]
price-line: New Zealand 4 per cent inscribed stock, 100; 3½ per cent do, 90. [677,1050,801,1067]
ad-town: FEILDING. [54,315,89,323]
agency-line: (PER UNITED PRESS ASSOCIATION.) [699,117,779,134]
dateline: MASTERTON, February 19. [991,954,1093,963]
ad-head: PREPARATORY [142,575,273,592]
ad-signature: W. W. CORPE. [226,1236,273,1245]
paragraph: A competent authority informs us that this year to-day will be worth over £30,000 to this district. [545,182,669,207]
article-body: The inquest on the body of the man Dalton who was found murdered at Ekatahuna, was resumed to-day. Evidence was given which showed that deceased received a cheque for £8 14s. from his late employer, which was cashed in Ekatahuna. Mr Anderson, licensee of the Ekatahuna hotel, recollected the deceased and the other man under arrest coming into the hotel, and saw them again at 11.30. He was in bed, and hearing a row got up and looked through the window, when he saw two men quarrelling and one knock the other down. Subsequently the men came towards the hotel and tried to get in, but he refused to do so. Witness recognised Dalton's voice, he having known him for five years. The other voice was that of a foreigner. Mr George deposed that he was superintendent grass-seeding on his father's property, near Ekatahuna. Both the accused were employed, and worked two and a half days. The party in camp lived in two tents. The two accused lived in one, and witness and two others in the other. He remembered accused leaving the camp on the evening of the 11th, and thought they returned about 2.30 the following morning. The night was bright moonlight, and Harrison appeared to be more excited than drunk. Paul Bastrum, laborer, corroborated George's evidence on the men coming into the tent. He afterwards heard Harrison talking to Smith in the tent. Smith said: "Harrison, you are a big fool." He noticed Harrison was not drunk, but appeared to have had a few drinks. A. E. Power deposed to seeing Smith and another man, whom he did not know, and who he could not describe, struggling together on the footpath at a quarter past twelve. Witness drove the prisoners in from camp after the arrest, and while conveying on the road Harrison said he had a bit of a tussle with his mate the previous night. Constable Rooke said he found indications of blood stains on a shirt and a coat belonging to accused. After a brief hour's retirement the jury unanimously returned the following verdict:— "Deceased was wilfully murdered by some person or persons unknown." The utmost interest was evidenced in the proceedings and when the verdict was announced a slight murmur of applause went through the Court. [980,964,1104,1515]
ad-body: "The Property Register & Investors' Guide," Issued Monthly and supplied Gratis. Properties advertised in the list free of charge. Circulation of 1000 monthly in the Wellington-Manawatu District and New Zealand generally. [10,840,134,898]
ad-name: W. A. SANDILANDS, [288,47,398,57]
ad-owen [142,897,273,984]
ad-body: (Member New Zealand Institute of Surveyors.) Native Surveys undertaken for Land Court Purposes. BUSH FELLING CONTRACTS LAID OFF. THE OLD SURVEY OFFICE, Back of the Corporation Buildings. [142,928,273,978]
dateline: LONDON, February 19. [847,437,934,446]
ad-goodbehere [142,1046,273,1144]
column-4 [410,44,542,1785]
paragraph: From statistical information furnished by the Squad ex (N.Z. Times) we are able to give the following information about the various glasses, merely premising that all dividends accruing for No. 1 a.m.: 'We,' 'Wellington,' No. 1, 'Nelson,' 'Canterbury,' 'Otago.' — Total £11,234,820 and others. [413,1634,537,1708]
ad-body: KIMBOLTON ROAD, (Opposite the Corporation offices.) Sales held at the Mart every SATURDAY. And at Halcombe every month. Sales held in Town or Country. Agent for New Zealand Insurance Company, fire and marine. [10,1148,134,1206]
column-2 [138,44,278,1504]
article-wairarapa-mystery [546,1558,669,1706]
dateline: PARIS, February 18. [852,301,929,310]
paragraph: Our "Lady's Letter" arrived too late for publication to-day. [545,44,669,61]
ad-role: BARRISTER AND SOLICITOR, [296,58,390,65]
ad-tail: Other Securities at Usual rates. [18,611,125,620]
article-body: At a large meeting of the Hawke's Bay shareholders to-night it was announced that the people of the province had subscribed money sufficient to pay off all liabilities, and that it was decided to carry it on. [677,875,801,934]
ad-name: T. H. JAMES, [21,1071,122,1088]
ad-town: PALMERSTON NORTH. [170,715,244,723]
ad-town: THE SQUARE, PALMERSTON N., AND FERGUSSON STREET, FEILDING. [148,875,267,892]
paragraph: Mr A. Ratliff is taking possession of his section of land at Birmingham. We may state that he has already had three offers of purchase, one being an advance of £100 on the price paid by him for the land. These offers have been declined by Mr Ratliff, who intends to make a permanent home in the district. [413,414,537,497]
paragraph: Stamping Bureau telegraph:—Weather forecast for 24 hours from 9 a.m. to-day—Warnings for heavy squalls and gales have been sent to all places north of Lyttelton and Westport, and for westerly gales to all places north of Taranaki and Napier.—Weather. [545,591,669,658]
article-body-3: The Defence Department should issue a revised and amended edition of the Defence Act and Volunteer Regulations. Since the edition of 1888 was published several very important additions and alterations have been made, and as recruits have no easily available means of learning what these are, they are apt to be misled. We feel assured that the cost would be more than recouped by the sale of the books if our suggestion were adopted. [281,1176,405,1283]
ad-name: EDMUND GOODBEHERE, [165,1048,250,1070]
ad-head: MONEY [176,731,238,748]
article-body: Two hundred Anarchists are awaiting trial in Cadiz. They will be arraigned in three sections. [809,282,972,299]
masthead [0,0,1114,40]
dateline: SAN FRANCISCO, February 19. [831,742,949,751]
dateline: OTTAWA, February 18. [696,244,782,253]
